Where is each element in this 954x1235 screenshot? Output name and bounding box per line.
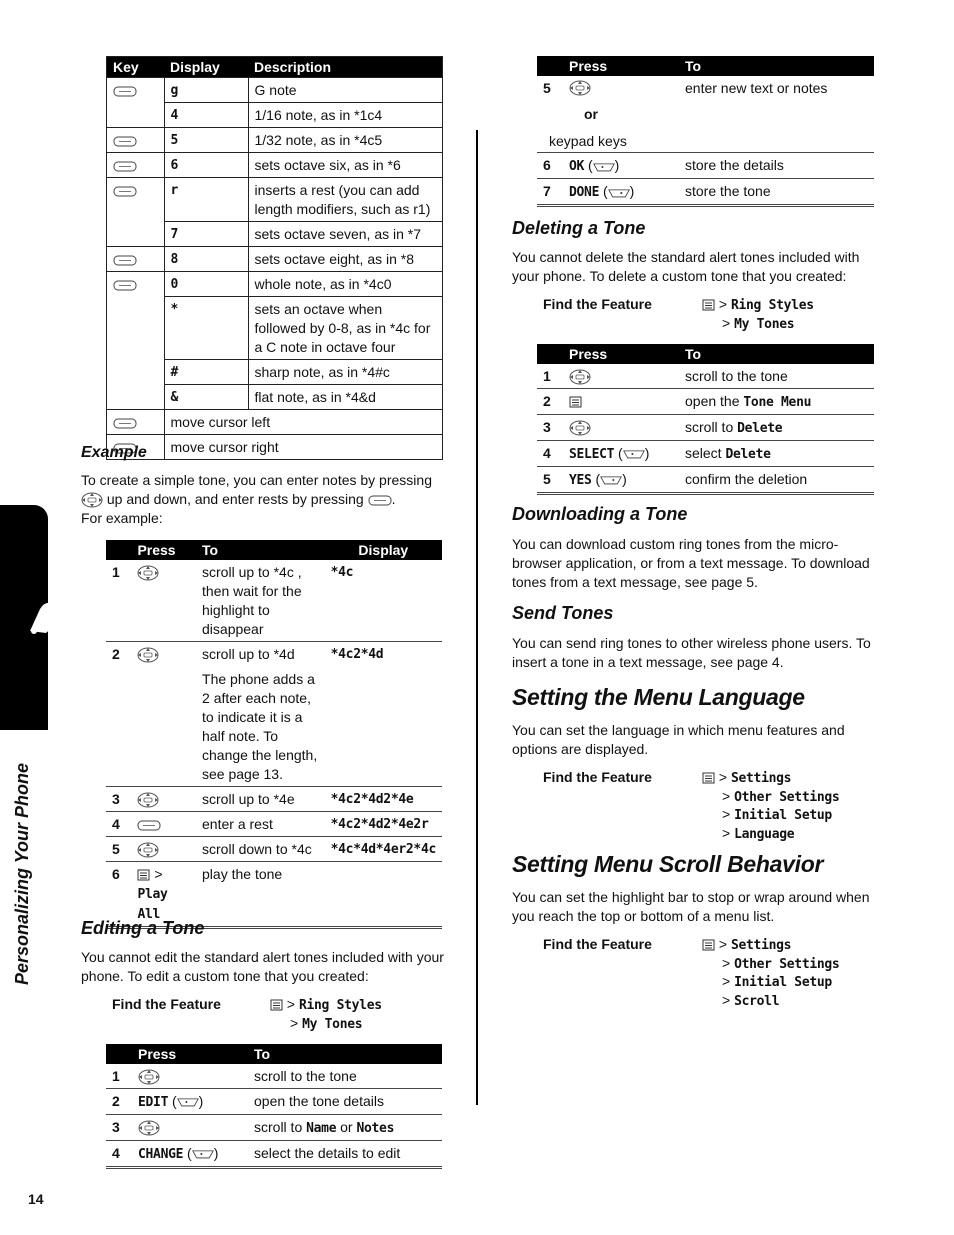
table-row — [106, 837, 442, 862]
deleting-table — [537, 344, 874, 495]
to-cell: store the tone — [679, 179, 874, 206]
to-bold: Name — [306, 1121, 337, 1136]
table-row: 7 DONE ( ) store the tone — [537, 179, 874, 206]
find-feature-label: Find the Feature — [112, 996, 221, 1012]
to-header: To — [679, 56, 874, 76]
press-header: Press — [563, 344, 679, 364]
step-number: 3 — [106, 1115, 132, 1141]
path-item: Initial Setup — [734, 975, 832, 990]
nav-key-icon — [569, 369, 591, 385]
path-item: Scroll — [734, 993, 780, 1009]
description-cell: sets an octave when followed by 0-8, as in *4c for a C note in octave four — [248, 297, 443, 360]
table-row — [537, 389, 874, 415]
step-number: 5 — [537, 467, 563, 494]
key-4-icon — [113, 86, 137, 97]
display-cell: 5 — [164, 128, 248, 153]
nav-key-icon — [137, 792, 159, 808]
path-item: Settings — [730, 771, 792, 786]
menu-key-icon — [702, 939, 715, 951]
to-header: To — [196, 540, 325, 560]
key-7-icon — [368, 495, 392, 506]
display-cell: r — [164, 178, 248, 222]
display-cell: *4c*4d*4er2*4c — [325, 837, 442, 862]
key-table — [106, 56, 443, 460]
description-cell: sets octave eight, as in *8 — [248, 247, 443, 272]
nav-key-icon — [138, 1069, 160, 1085]
table-row — [106, 1115, 442, 1141]
table-row — [537, 415, 874, 441]
example-table — [106, 540, 442, 929]
description-cell: move cursor left — [164, 410, 443, 435]
table-row: 5 YES ( ) confirm the deletion — [537, 467, 874, 494]
key-8-icon — [113, 255, 137, 266]
sidebar-tab — [0, 505, 48, 730]
nav-key-icon — [137, 647, 159, 663]
path-item: Settings — [730, 938, 792, 953]
path-item: Ring Styles — [298, 998, 382, 1013]
display-header: Display — [164, 57, 248, 78]
page-number: 14 — [28, 1191, 44, 1207]
display-cell: *4c2*4d2*4e2r — [325, 812, 442, 837]
to-cell: scroll up to *4e — [196, 787, 325, 812]
press-header: Press — [563, 56, 679, 76]
path-item: My Tones — [302, 1016, 363, 1032]
example-heading: Example — [81, 444, 147, 461]
downloading-heading: Downloading a Tone — [512, 504, 688, 524]
display-cell: *4c2*4d — [325, 642, 442, 787]
find-feature-label: Find the Feature — [543, 296, 652, 312]
description-header: Description — [248, 57, 443, 78]
table-row — [106, 642, 442, 787]
nav-key-icon — [81, 492, 103, 508]
downloading-body: You can download custom ring tones from the micro-browser application, or from a text message. To download tones from a text message, see page 5. — [512, 536, 870, 590]
key-star-icon — [113, 418, 137, 429]
table-row — [107, 128, 443, 153]
description-cell: sets octave six, as in *6 — [248, 153, 443, 178]
table-row: 6 OK ( ) store the details — [537, 153, 874, 179]
path-item: Initial Setup — [734, 808, 832, 823]
description-cell: inserts a rest (you can add length modifiers, such as r1) — [248, 178, 443, 222]
press-header: Press — [132, 1044, 248, 1064]
column-divider — [476, 130, 478, 1105]
feature-path: > Settings > Other Settings > Initial Setup > Language — [702, 769, 839, 843]
description-cell: G note — [248, 78, 443, 103]
intro-text: For example: — [81, 510, 163, 526]
step-number: 4 — [537, 441, 563, 467]
key-5-icon — [113, 136, 137, 147]
key-6-icon — [113, 161, 137, 172]
table-row — [107, 435, 443, 460]
feature-path: > Settings > Other Settings > Initial Setup > Scroll — [702, 936, 839, 1010]
scroll-behavior-body: You can set the highlight bar to stop or wrap around when you reach the top or bottom of a menu list. — [512, 889, 870, 924]
display-cell — [325, 862, 442, 928]
press-text: OK — [569, 159, 585, 175]
to-cell: enter new text or notes — [679, 76, 874, 153]
display-cell: *4c — [325, 560, 442, 642]
press-text: > — [154, 866, 163, 882]
intro-text: To create a simple tone, you can enter notes by pressing — [81, 472, 432, 488]
table-row — [107, 272, 443, 297]
to-cell: confirm the deletion — [679, 467, 874, 494]
to-cell: scroll to the tone — [248, 1064, 442, 1089]
press-header: Press — [131, 540, 196, 560]
key-0-icon — [113, 280, 137, 291]
step-number: 1 — [537, 364, 563, 389]
display-cell: 8 — [164, 247, 248, 272]
display-cell: 0 — [164, 272, 248, 297]
menu-key-icon — [270, 999, 283, 1011]
display-cell: 4 — [164, 103, 248, 128]
editing-heading: Editing a Tone — [81, 918, 205, 938]
to-bold: Delete — [737, 421, 783, 436]
left-soft-key-icon — [623, 448, 645, 460]
display-cell: *4c2*4d2*4e — [325, 787, 442, 812]
menu-language-heading: Setting the Menu Language — [512, 684, 805, 710]
right-soft-key-icon — [600, 474, 622, 486]
description-cell: flat note, as in *4&d — [248, 385, 443, 410]
display-cell: 6 — [164, 153, 248, 178]
editing-body: You cannot edit the standard alert tones included with your phone. To edit a custom tone that you created: — [81, 949, 444, 984]
description-cell: sets octave seven, as in *7 — [248, 222, 443, 247]
scroll-behavior-heading: Setting Menu Scroll Behavior — [512, 851, 824, 877]
path-item: Other Settings — [734, 956, 840, 972]
table-row — [107, 153, 443, 178]
press-text: CHANGE — [138, 1147, 184, 1162]
press-text: EDIT — [138, 1095, 169, 1110]
press-text: YES — [569, 473, 592, 488]
table-row — [107, 410, 443, 435]
nav-key-icon — [138, 1120, 160, 1136]
key-7-icon — [137, 820, 161, 831]
right-soft-key-icon — [608, 187, 630, 199]
table-row — [107, 178, 443, 222]
display-cell: * — [164, 297, 248, 360]
to-cell: play the tone — [196, 862, 325, 928]
bell-icon — [26, 597, 70, 637]
path-item: Ring Styles — [730, 298, 814, 313]
display-cell: & — [164, 385, 248, 410]
deleting-heading: Deleting a Tone — [512, 218, 646, 238]
send-heading: Send Tones — [512, 603, 614, 623]
step-number: 3 — [106, 787, 131, 812]
step-number: 2 — [106, 1089, 132, 1115]
feature-path: > Ring Styles > My Tones — [702, 296, 814, 333]
step-number: 6 — [106, 862, 131, 928]
menu-key-icon — [702, 299, 715, 311]
intro-text: up and down, and enter rests by pressing — [106, 491, 364, 507]
to-bold: Tone Menu — [743, 395, 812, 410]
find-feature-label: Find the Feature — [543, 769, 652, 785]
display-cell: # — [164, 360, 248, 385]
to-note: The phone adds a 2 after each note, to indicate it is a half note. To change the length, see page 13. — [202, 671, 318, 782]
step-number: 5 — [106, 837, 131, 862]
to-cell: select the details to edit — [248, 1141, 442, 1168]
to-cell: store the details — [679, 153, 874, 179]
step-number: 1 — [106, 560, 131, 642]
keypad-text: keypad keys — [549, 133, 627, 150]
table-row — [106, 560, 442, 642]
find-feature-label: Find the Feature — [543, 936, 652, 952]
description-cell: 1/32 note, as in *4c5 — [248, 128, 443, 153]
description-cell: 1/16 note, as in *1c4 — [248, 103, 443, 128]
to-cell: enter a rest — [196, 812, 325, 837]
table-row — [107, 247, 443, 272]
to-cell: scroll to — [254, 1119, 303, 1135]
step-number: 3 — [537, 415, 563, 441]
step-number: 1 — [106, 1064, 132, 1089]
display-cell: 7 — [164, 222, 248, 247]
table-row: 5 or keypad keys enter new text or notes — [537, 76, 874, 153]
display-header: Display — [325, 540, 442, 560]
press-text: SELECT — [569, 447, 615, 462]
to-cell: scroll up to *4d — [202, 646, 295, 662]
table-row: 4 CHANGE ( ) select the details to edit — [106, 1141, 442, 1168]
path-item: Language — [734, 826, 795, 842]
table-row — [106, 787, 442, 812]
path-item: Other Settings — [734, 789, 840, 805]
menu-key-icon — [569, 396, 582, 408]
to-bold: Notes — [356, 1121, 395, 1136]
example-intro — [81, 471, 446, 528]
table-row — [106, 1064, 442, 1089]
left-soft-key-icon — [177, 1096, 199, 1108]
to-cell: scroll down to *4c — [196, 837, 325, 862]
step-number: 4 — [106, 812, 131, 837]
send-body: You can send ring tones to other wireless phone users. To insert a tone in a text message, see page 4. — [512, 635, 871, 670]
left-soft-key-icon — [192, 1148, 214, 1160]
to-cell: scroll up to *4c , then wait for the highlight to disappear — [196, 560, 325, 642]
to-header: To — [248, 1044, 442, 1064]
or-text: or — [584, 106, 598, 123]
to-cell: open the tone details — [248, 1089, 442, 1115]
description-cell: whole note, as in *4c0 — [248, 272, 443, 297]
table-row — [537, 364, 874, 389]
to-cell: select — [685, 445, 722, 461]
to-cell: scroll to — [685, 419, 734, 435]
to-cell: scroll to the tone — [679, 364, 874, 389]
to-cell: open the — [685, 393, 740, 409]
menu-key-icon — [137, 869, 150, 881]
press-text: DONE — [569, 185, 600, 201]
nav-key-icon — [569, 80, 591, 96]
feature-path: > Ring Styles > My Tones — [270, 996, 382, 1033]
step-number: 2 — [537, 389, 563, 415]
table-row — [107, 78, 443, 103]
to-cell: or — [340, 1119, 353, 1135]
left-soft-key-icon — [593, 161, 615, 173]
menu-language-body: You can set the language in which menu features and options are displayed. — [512, 722, 845, 757]
editing-table-continued — [537, 56, 874, 207]
menu-key-icon — [702, 772, 715, 784]
sidebar-title: Personalizing Your Phone — [12, 762, 32, 985]
display-cell: g — [164, 78, 248, 103]
nav-key-icon — [137, 842, 159, 858]
key-header: Key — [107, 57, 165, 78]
path-item: My Tones — [734, 316, 795, 332]
description-cell: sharp note, as in *4#c — [248, 360, 443, 385]
description-cell: move cursor right — [164, 435, 443, 460]
nav-key-icon — [569, 420, 591, 436]
to-bold: Delete — [725, 447, 771, 462]
key-7-icon — [113, 186, 137, 197]
deleting-body: You cannot delete the standard alert tones included with your phone. To delete a custom tone that you created: — [512, 249, 860, 284]
table-row: 4 SELECT ( ) select Delete — [537, 441, 874, 467]
to-header: To — [679, 344, 874, 364]
press-text: Play All — [137, 887, 168, 922]
table-row — [106, 812, 442, 837]
nav-key-icon — [137, 565, 159, 581]
editing-table — [106, 1044, 442, 1169]
step-number: 4 — [106, 1141, 132, 1168]
step-number: 2 — [106, 642, 131, 787]
table-row: 2 EDIT ( ) open the tone details — [106, 1089, 442, 1115]
intro-text: . — [391, 491, 396, 507]
